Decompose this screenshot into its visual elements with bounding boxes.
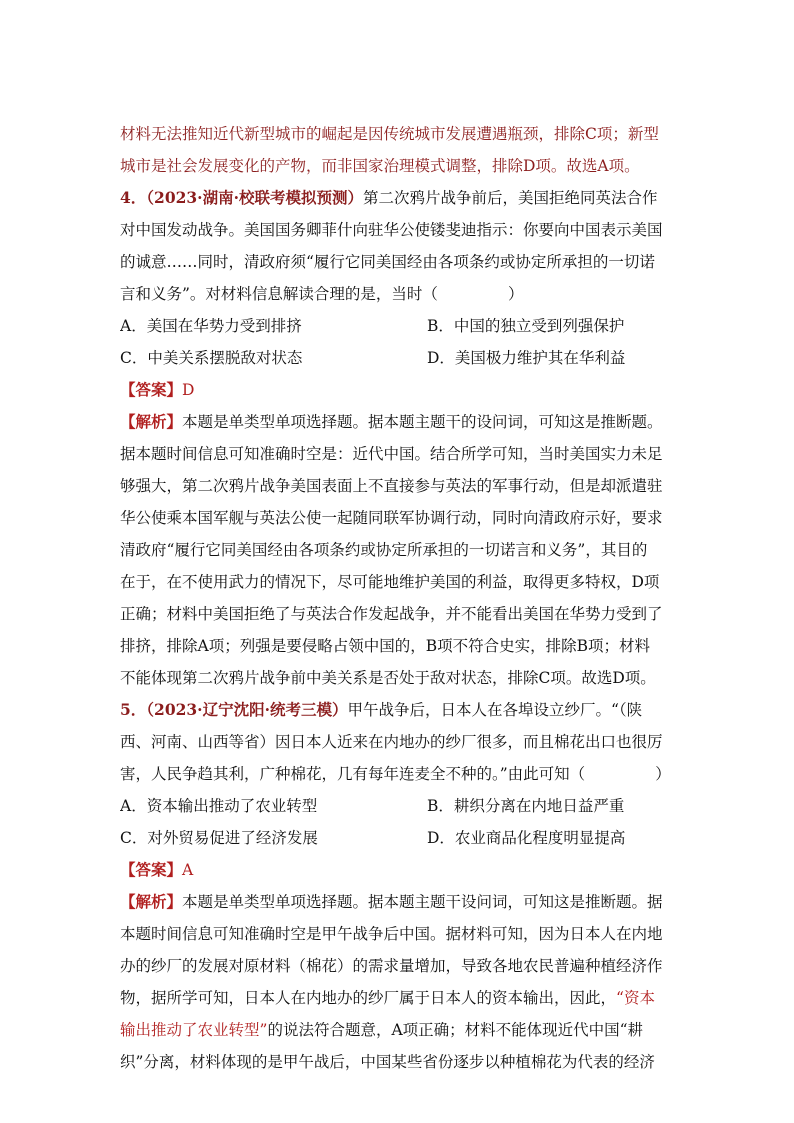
text-line: 清政府“履行它同美国经由各项条约或协定所承担的一切诺言和义务”，其目的: [120, 541, 648, 559]
question-5-stem: [120, 694, 680, 726]
text-line: 的诚意……同时，清政府须“履行它同美国经由各项条约或协定所承担的一切诺: [120, 253, 655, 271]
question-5-source: （2023·辽宁沈阳·统考三模）: [146, 700, 348, 719]
text-line: 排挤，排除A项；列强是要侵略占领中国的，B项不符合史实，排除B项；材料: [120, 637, 650, 655]
text-line: 本题时间信息可知准确时空是甲午战争后中国。据材料可知，因为日本人在内地: [120, 925, 663, 943]
option-b: B．耕织分离在内地日益严重: [427, 797, 625, 815]
text-line: 据本题时间信息可知准确时空是：近代中国。结合所学可知，当时美国实力未足: [120, 445, 663, 463]
question-4-options-row-2: [120, 342, 680, 374]
option-c: C．对外贸易促进了经济发展: [120, 829, 318, 847]
text-line: 办的纱厂的发展对原材料（棉花）的需求量增加，导致各地农民普遍种植经济作: [120, 957, 663, 975]
question-5-answer: [120, 854, 680, 886]
question-4-prompt: [120, 278, 680, 310]
text-line: 华公使乘本国军舰与英法公使一起随同联军协调行动，同时向清政府示好，要求: [120, 509, 663, 527]
text-line: 城市是社会发展变化的产物，而非国家治理模式调整，排除D项。故选A项。: [120, 157, 640, 175]
document-page: [120, 118, 680, 1078]
question-5-options-row-2: [120, 822, 680, 854]
text-line: 正确；材料中美国拒绝了与英法合作发起战争，并不能看出美国在华势力受到了: [120, 605, 663, 623]
text-line: 本题是单类型单项选择题。据本题主题干的设问词，可知这是推断题。: [182, 413, 663, 431]
text-line: 西、河南、山西等省）因日本人近来在内地办的纱厂很多，而且棉花出口也很厉: [120, 733, 663, 751]
paren-close: ）: [507, 285, 524, 303]
question-4-text: 第二次鸦片战争前后，美国拒绝同英法合作: [362, 189, 658, 207]
question-5-prompt: [120, 758, 680, 790]
text-line: 对中国发动战争。美国国务卿菲什向驻华公使镂斐迪指示：你要向中国表示美国: [120, 221, 663, 239]
text-line: 本题是单类型单项选择题。据本题主题干设问词，可知这是推断题。据: [182, 893, 663, 911]
text-line: [120, 982, 680, 1014]
question-4-source: （2023·湖南·校联考模拟预测）: [146, 188, 363, 207]
question-4-analysis: [120, 406, 680, 438]
question-5-number: 5．: [120, 700, 147, 719]
option-a: A．资本输出推动了农业转型: [120, 797, 318, 815]
option-b: B．中国的独立受到列强保护: [427, 317, 625, 335]
text-line: [120, 1014, 680, 1046]
option-a: A．美国在华势力受到排挤: [120, 317, 302, 335]
option-d: D．农业商品化程度明显提高: [427, 829, 626, 847]
answer-value: A: [182, 861, 194, 879]
text-line: 不能体现第二次鸦片战争前中美关系是否处于敌对状态，排除C项。故选D项。: [120, 669, 656, 687]
text-line: 言和义务”。对材料信息解读合理的是，当时（: [120, 285, 438, 303]
answer-value: D: [182, 381, 195, 399]
question-4-stem: [120, 182, 680, 214]
option-d: D．美国极力维护其在华利益: [427, 349, 626, 367]
analysis-label: 【解析】: [120, 412, 183, 431]
answer-label: 【答案】: [120, 860, 183, 879]
paren-close: ）: [655, 765, 671, 783]
text-segment: 的说法符合题意，A项正确；材料不能体现近代中国“耕: [267, 1021, 644, 1039]
question-5-options-row-1: [120, 790, 680, 822]
question-4-number: 4．: [120, 188, 147, 207]
question-5-analysis: [120, 886, 680, 918]
answer-label: 【答案】: [120, 380, 183, 399]
quoted-option: “资本: [616, 989, 655, 1007]
quoted-option: 输出推动了农业转型”: [120, 1021, 268, 1039]
text-line: 材料无法推知近代新型城市的崛起是因传统城市发展遭遇瓶颈，排除C项；新型: [120, 125, 659, 143]
option-c: C．中美关系摆脱敌对状态: [120, 349, 303, 367]
analysis-label: 【解析】: [120, 892, 183, 911]
text-segment: 物，据所学可知，日本人在内地办的纱厂属于日本人的资本输出，因此，: [120, 989, 617, 1007]
text-line: 害，人民争趋其利，广种棉花，几有每年连麦全不种的。”由此可知（: [120, 765, 586, 783]
text-line: 在于，在不使用武力的情况下，尽可能地维护美国的利益，取得更多特权，D项: [120, 573, 660, 591]
question-4-options-row-1: [120, 310, 680, 342]
question-5-text: 甲午战争后，日本人在各埠设立纱厂。“（陕: [347, 701, 643, 719]
question-4-answer: [120, 374, 680, 406]
text-line: 织”分离，材料体现的是甲午战后，中国某些省份逐步以种植棉花为代表的经济: [120, 1053, 655, 1071]
text-line: 够强大，第二次鸦片战争美国表面上不直接参与英法的军事行动，但是却派遣驻: [120, 477, 663, 495]
